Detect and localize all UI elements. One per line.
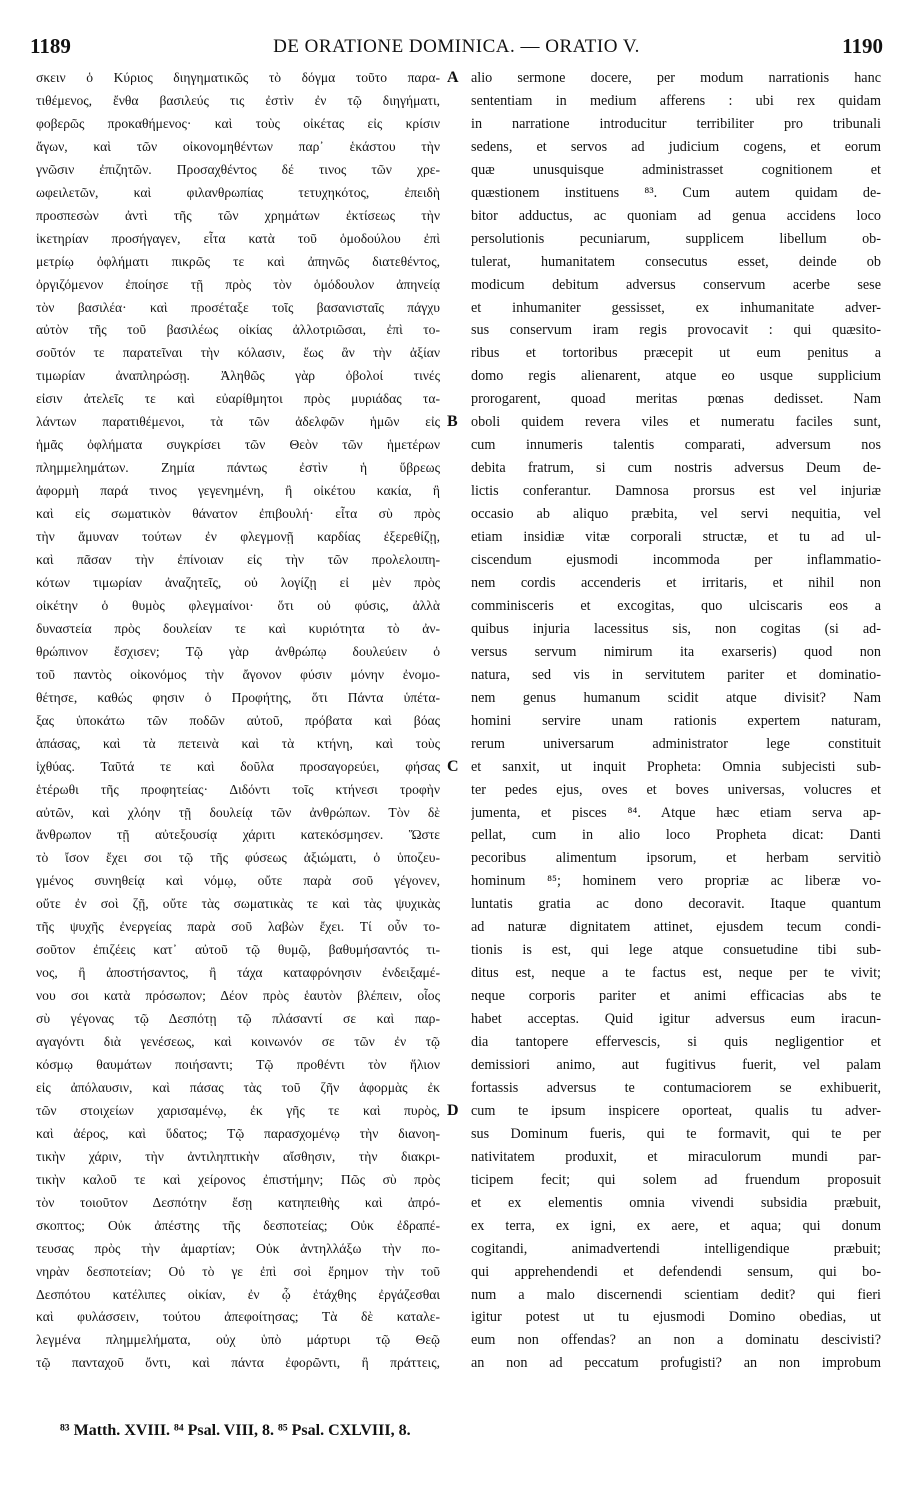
latin-text-line: demissiori animo, aut fugitivus fuerit, vel palam (471, 1056, 881, 1073)
latin-text-line: nem genus humanum scidit atque divisit? Nam (471, 689, 881, 706)
latin-text-line: quæstionem instituens ⁸³. Cum autem quidam de- (471, 184, 881, 201)
latin-text-line: oboli quidem revera viles et numeratu faciles sunt, (471, 414, 881, 431)
latin-text-line: nem cordis accenderis et irritaris, et nihil non (471, 574, 881, 591)
latin-text-line: cum innumeris talentis comparati, adversum nos (471, 437, 881, 454)
greek-text-line: αὐτῶν, καὶ χλόην τῇ δουλείᾳ τῶν ἀνθρώπων. Τὸν δὲ (36, 804, 440, 820)
greek-text-line: τοῦ παντὸς οἰκονόμος τὴν ἄγονον φύσιν μόνην ἐνομο- (36, 666, 440, 682)
latin-text-line: tionis is est, qui lege atque consuetudine tibi sub- (471, 942, 881, 959)
latin-text-line: sus conservum iram regis provocavit : qui quæsito- (471, 322, 881, 339)
latin-text-line: versus servum nimirum ita exarseris) quod non (471, 643, 881, 660)
page-number-right: 1190 (842, 34, 883, 58)
greek-text-line: σὺ γέγονας τῷ Δεσπότῃ τῷ πλάσαντί σε καὶ παρ- (36, 1011, 440, 1027)
latin-text-line: ciscendum ejusmodi incommoda per inflammatio- (471, 552, 881, 569)
greek-text-line: ἱκετηρίαν προσήγαγεν, εἶτα κατὰ τοῦ ὁμοδούλου ἐπὶ (36, 230, 440, 246)
greek-text-line: κότων τιμωρίαν ἀναζητεῖς, οὐ λογίζῃ εἰ μὲν πρὸς (36, 574, 440, 590)
latin-text-line: nativitatem produxit, et miraculorum mundi par- (471, 1148, 881, 1165)
greek-text-line: τὸν τοιοῦτον Δεσπότην ἔσῃ κατηπειθὴς καὶ ἀπρό- (36, 1194, 440, 1210)
latin-text-line: ditus est, neque a te factus est, neque per te vivit; (471, 965, 881, 982)
latin-text-line: lictis conferantur. Damnosa prorsus est vel injuriæ (471, 483, 881, 500)
running-title: DE ORATIONE DOMINICA. — ORATIO V. (273, 36, 640, 57)
greek-text-line: λάντων παρατιθέμενοι, τὰ τῶν ἀδελφῶν ἡμῶν εἰς (36, 414, 440, 430)
latin-text-line: prorogarent, quoad meritas pœnas dedisset. Nam (471, 391, 881, 408)
latin-text-line: ribus et tortoribus præcepit ut eum penitus a (471, 345, 881, 362)
latin-text-line: pellat, cum in alio loco Propheta dicat: Danti (471, 827, 881, 844)
greek-text-line: ἄνθρωπον τῇ αὐτεξουσίᾳ χάριτι κατεκόσμησεν. Ὥστε (36, 827, 440, 843)
greek-text-line: τῶν στοιχείων χαρισαμένῳ, ἐκ γῆς τε καὶ πυρὸς, (36, 1102, 440, 1118)
greek-text-line: καὶ πᾶσαν τὴν ἐπίνοιαν εἰς τὴν τῶν προλελοιπη- (36, 552, 440, 568)
greek-text-line: οἰκέτην ὁ θυμὸς φλεγμαίνοι· ὅτι οὐ φύσις, ἀλλὰ (36, 597, 440, 613)
latin-text-line: in narratione introducitur terribiliter pro tribunali (471, 115, 881, 132)
greek-text-line: αγαγόντι διὰ γενέσεως, καὶ κοινωνόν σε τῶν ἐν τῷ (36, 1034, 440, 1050)
latin-text-line: tulerat, humanitatem consecutus esset, deinde ob (471, 253, 881, 270)
latin-text-line: an non ad peccatum profugisti? an non improbum (471, 1355, 881, 1372)
section-marker-c: C (447, 758, 459, 775)
latin-text-line: rerum universarum administrator lege constituit (471, 735, 881, 752)
greek-text-line: τὸν βασιλέα· καὶ προσέταξε τοῖς βασανισταῖς πάγχυ (36, 299, 440, 315)
greek-text-line: σκειν ὁ Κύριος διηγηματικῶς τὸ δόγμα τοῦτο παρα- (36, 70, 440, 85)
latin-text-line: natura, sed vis in servitutem pariter et dominatio- (471, 666, 881, 683)
greek-text-line: τευσας πρὸς τὴν ἁμαρτίαν; Οὐκ ἀντηλλάξω τὴν πο- (36, 1240, 440, 1256)
greek-text-line: ἡμᾶς ὀφλήματα συγκρίσει τῶν Θεὸν τῶν ἡμετέρων (36, 437, 440, 453)
latin-text-line: occasio ab aliquo præbita, vel servi nequitia, vel (471, 506, 881, 523)
greek-text-line: ἄγων, καὶ τῶν οἰκονομηθέντων παρ᾽ ἑκάστου τὴν (36, 138, 440, 154)
greek-text-line: μετρίῳ ὀφλήματι πικρῶς τε καὶ ἀπηνῶς διατεθέντος, (36, 253, 440, 269)
latin-text-line: debita fratrum, si cum nostris adversus Deum de- (471, 460, 881, 477)
greek-text-line: ἀφορμὴ παρά τινος γεγενημένη, ἢ οἰκέτου κακία, ἢ (36, 483, 440, 499)
latin-text-line: qui apprehendendi et defendendi sensum, qui bo- (471, 1263, 881, 1280)
latin-text-line: hominum ⁸⁵; hominem vero propriæ ac liberæ vo- (471, 873, 881, 890)
greek-text-line: θρώπινον ἔσχισεν; Τῷ γὰρ ἀνθρώπῳ δουλεύειν ὁ (36, 643, 440, 659)
greek-text-line: δυναστεία πρὸς δουλείαν τε καὶ κυριότητα τὸ ἀν- (36, 620, 440, 636)
latin-text-line: cum te ipsum inspicere oporteat, qualis tu adver- (471, 1102, 881, 1119)
latin-text-line: dia tantopere effervescis, si quis negligentior et (471, 1034, 881, 1051)
greek-text-line: γμένος συνηθείᾳ καὶ νόμῳ, οὔτε παρὰ σοῦ γέγονεν, (36, 873, 440, 889)
latin-text-line: ter pedes ejus, oves et boves universas, volucres et (471, 781, 881, 798)
latin-text-line: jumenta, et pisces ⁸⁴. Atque hæc etiam serva ap- (471, 804, 881, 821)
page-number-left: 1189 (30, 34, 71, 58)
latin-text-line: domo regis alienarent, atque eo usque supplicium (471, 368, 881, 385)
footnotes: ⁸³ Matth. XVIII. ⁸⁴ Psal. VIII, 8. ⁸⁵ Psal. CXLVIII, 8. (60, 1422, 411, 1439)
greek-text-line: τὴν ἄμυναν τούτων ἐν φλεγμονῇ καρδίας ἐξερεθίζῃ, (36, 529, 440, 545)
latin-text-line: neque corporis pariter et animi efficacias abs te (471, 988, 881, 1005)
greek-text-line: φοβερῶς προκαθήμενος· καὶ τοὺς οἰκέτας εἰς κρίσιν (36, 115, 440, 131)
latin-text-column (471, 67, 881, 1375)
page-header (30, 34, 883, 62)
greek-text-line: ὀργιζόμενον ἐποίησε τῇ πρὸς τὸν ὁμόδουλον ἀπηνείᾳ (36, 276, 440, 292)
greek-text-line: σοῦτον ἐπιζέεις κατ᾽ αὐτοῦ τῷ θυμῷ, βαθυμήσαντός τι- (36, 942, 440, 958)
greek-text-line: ἰχθύας. Ταῦτά τε καὶ δοῦλα προσαγορεύει, φήσας (36, 758, 440, 774)
latin-text-line: pecoribus alimentum ipsorum, et herbam servitiò (471, 850, 881, 867)
greek-text-line: γνῶσιν ἐπιζητῶν. Προσαχθέντος δέ τινος τῶν χρε- (36, 161, 440, 177)
latin-text-line: bitor adductus, ac quoniam ad genua accidens loco (471, 207, 881, 224)
greek-text-line: εἰσιν ἀτελεῖς τε καὶ εὐαρίθμητοι πρὸς μυριάδας τα- (36, 391, 440, 407)
greek-text-line: κόσμῳ θαυμάτων ποιήσαντι; Τῷ προθέντι τὸν ἥλιον (36, 1056, 440, 1072)
greek-text-line: σοῦτόν τε παρατεῖναι τὴν κόλασιν, ἕως ἂν τὴν ἀξίαν (36, 345, 440, 361)
greek-text-line: καὶ φυλάσσειν, τούτου ἀπεφοίτησας; Τὰ δὲ καταλε- (36, 1309, 440, 1325)
greek-text-column (36, 67, 440, 1375)
greek-text-line: θέτησε, καθώς φησιν ὁ Προφήτης, ὅτι Πάντα ὑπέτα- (36, 689, 440, 705)
greek-text-line: τιμωρίαν ἀναπληρώσῃ. Ἀληθῶς γὰρ ὀβολοί τινές (36, 368, 440, 384)
latin-text-line: igitur potest ut tu ejusmodi Domino obedias, ut (471, 1309, 881, 1326)
greek-text-line: ξας ὑποκάτω τῶν ποδῶν αὐτοῦ, πρόβατα καὶ βόας (36, 712, 440, 728)
latin-text-line: ticipem fecit; qui solem ad fruendum proposuit (471, 1171, 881, 1188)
latin-text-line: sententiam in medium afferens : ubi rex quidam (471, 92, 881, 109)
greek-text-line: νος, ἢ ἀποστήσαντος, ἢ τάχα καταφρόνησιν ἐνδειξαμέ- (36, 965, 440, 981)
latin-text-line: num a malo discernendi scientiam dedit? qui fieri (471, 1286, 881, 1303)
greek-text-line: νου σοι κατὰ πρόσωπον; Δέον πρὸς ἑαυτὸν βλέπειν, οἷος (36, 988, 440, 1004)
greek-text-line: καὶ ἀέρος, καὶ ὕδατος; Τῷ παρασχομένῳ τὴν διανοη- (36, 1125, 440, 1141)
greek-text-line: σκοπτος; Οὐκ ἀπέστης τῆς δεσποτείας; Οὐκ ἐδραπέ- (36, 1217, 440, 1233)
section-marker-a: A (447, 69, 459, 86)
latin-text-line: et sanxit, ut inquit Propheta: Omnia subjecisti sub- (471, 758, 881, 775)
latin-text-line: et inhumaniter gessisset, ex inhumanitate adver- (471, 299, 881, 316)
latin-text-line: quæ unusquisque administrasset cognitionem et (471, 161, 881, 178)
greek-text-line: οὔτε ἐν σοὶ ζῇ, οὔτε τὰς σωματικὰς τε καὶ τὰς ψυχικὰς (36, 896, 440, 912)
latin-text-line: homini servire unam rationis expertem naturam, (471, 712, 881, 729)
greek-text-line: τιθέμενος, ἔνθα βασιλεύς τις ἐστὶν ἐν τῷ διηγήματι, (36, 92, 440, 108)
greek-text-line: λεγμένα πλημμελήματα, οὐχ ὑπὸ μάρτυρι τῷ Θεῷ (36, 1332, 440, 1348)
greek-text-line: προσπεσὼν ἀντὶ τῆς τῶν χρημάτων ἐκτίσεως τὴν (36, 207, 440, 223)
section-marker-b: B (447, 413, 458, 430)
latin-text-line: modicum debitum adversus conservum acerbe sese (471, 276, 881, 293)
latin-text-line: alio sermone docere, per modum narrationis hanc (471, 70, 881, 86)
latin-text-line: quibus injuria lacessitus sis, non cogitas (si ad- (471, 620, 881, 637)
latin-text-line: ex terra, ex igni, ex aere, et aqua; qui donum (471, 1217, 881, 1234)
greek-text-line: ἁπάσας, καὶ τὰ πετεινὰ καὶ τὰ κτήνη, καὶ τοὺς (36, 735, 440, 751)
latin-text-line: persolutionis pecuniarum, supplicem libellum ob- (471, 230, 881, 247)
greek-text-line: αὐτὸν τῆς τοῦ βασιλέως οἰκίας ἀλλοτριῶσαι, ἐπὶ το- (36, 322, 440, 338)
section-marker-d: D (447, 1102, 459, 1119)
latin-text-line: fortassis adversus te contumaciorem se exhibuerit, (471, 1079, 881, 1096)
greek-text-line: νηρὰν δεσποτείαν; Οὐ τὸ γε ἐπὶ σοὶ ἔρημον τὴν τοῦ (36, 1263, 440, 1279)
greek-text-line: τῷ πανταχοῦ ὄντι, καὶ πάντα ἐφορῶντι, ἢ πράττεις, (36, 1355, 440, 1371)
latin-text-line: sedens, et servos ad judicium cogens, et eorum (471, 138, 881, 155)
latin-text-line: sus Dominum fueris, qui te formavit, qui te per (471, 1125, 881, 1142)
greek-text-line: τὸ ἴσον ἔχει σοι τῷ τῆς φύσεως ἀξιώματι, ὁ ὑποζευ- (36, 850, 440, 866)
greek-text-line: εἰς ἀπόλαυσιν, καὶ πάσας τὰς τοῦ ζῆν ἀφορμὰς ἐκ (36, 1079, 440, 1095)
latin-text-line: ad naturæ dignitatem attinet, ejusdem tecum condi- (471, 919, 881, 936)
greek-text-line: ωφειλετῶν, καὶ φιλανθρωπίας τετυχηκότος, ἐπειδὴ (36, 184, 440, 200)
greek-text-line: τικὴν χάριν, τὴν ἀντιληπτικὴν αἴσθησιν, τὴν διακρι- (36, 1148, 440, 1164)
greek-text-line: καὶ εἰς σωματικὸν θάνατον ἐπιβουλή· εἶτα σὺ πρὸς (36, 506, 440, 522)
greek-text-line: Δεσπότου κατέλιπες οἰκίαν, ἐν ᾧ ἐτάχθης ἐργάζεσθαι (36, 1286, 440, 1302)
latin-text-line: etiam insidiæ vitæ corporali structæ, et tu ad ul- (471, 529, 881, 546)
latin-text-line: cogitandi, animadvertendi intelligendique præbuit; (471, 1240, 881, 1257)
latin-text-line: eum non offendas? an non a dominatu descivisti? (471, 1332, 881, 1349)
latin-text-line: comminisceris et excogitas, quo ulciscaris eos a (471, 597, 881, 614)
latin-text-line: et ex elementis omnia vivendi subsidia præbuit, (471, 1194, 881, 1211)
greek-text-line: τῆς ψυχῆς ἐνεργείας παρὰ σοῦ λαβὼν ἔχει. Τί οὖν το- (36, 919, 440, 935)
greek-text-line: τικὴν καλοῦ τε καὶ χείρονος ἐπιστήμην; Πῶς σὺ πρὸς (36, 1171, 440, 1187)
latin-text-line: luntatis gratia ac dono decoravit. Itaque quantum (471, 896, 881, 913)
greek-text-line: ἑτέρωθι τῆς προφητείας· Διδόντι τοῖς κτήνεσι τροφὴν (36, 781, 440, 797)
latin-text-line: habet acceptas. Quid igitur adversus eum iracun- (471, 1011, 881, 1028)
greek-text-line: πλημμελημάτων. Ζημία πάντως ἐστὶν ἡ ὕβρεως (36, 460, 440, 476)
